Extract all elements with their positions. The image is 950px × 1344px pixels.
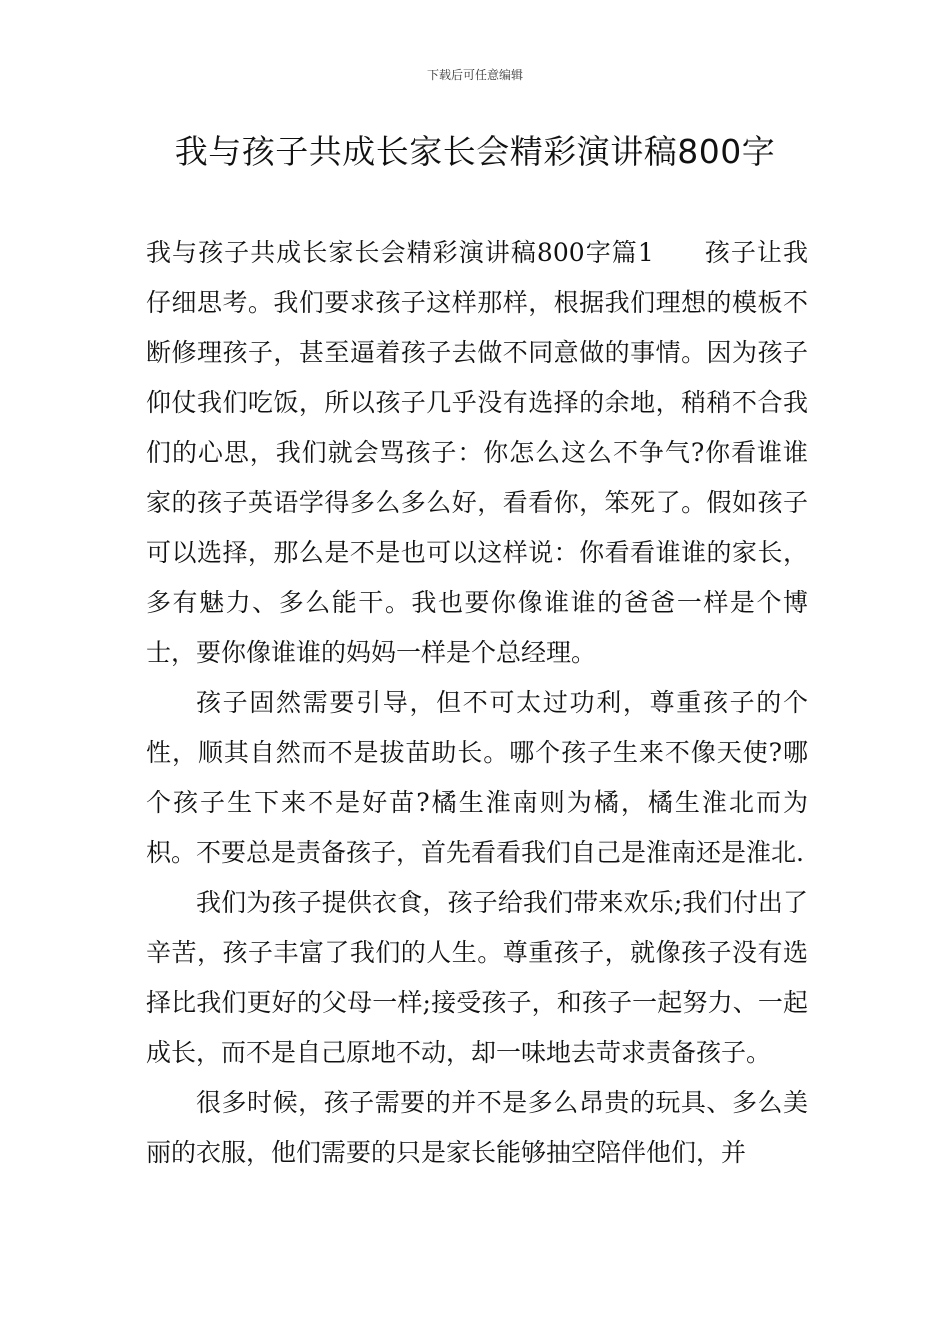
paragraph-3: 我们为孩子提供衣食，孩子给我们带来欢乐;我们付出了辛苦，孩子丰富了我们的人生。尊重孩子，就像孩子没有选择比我们更好的父母一样;接受孩子，和孩子一起努力、一起成长，而不是自己原地不动，却一味地去苛求责备孩子。 — [146, 888, 808, 1067]
document-body — [146, 228, 808, 1178]
paragraph-2: 孩子固然需要引导，但不可太过功利，尊重孩子的个性，顺其自然而不是拔苗助长。哪个孩子生来不像天使?哪个孩子生下来不是好苗?橘生淮南则为橘，橘生淮北而为枳。不要总是责备孩子，首先看看我们自己是淮南还是淮北. — [146, 688, 808, 867]
paragraph-1-text: 孩子让我仔细思考。我们要求孩子这样那样，根据我们理想的模板不断修理孩子，甚至逼着孩子去做不同意做的事情。因为孩子仰仗我们吃饭，所以孩子几乎没有选择的余地，稍稍不合我们的心思，我们就会骂孩子：你怎么这么不争气?你看谁谁家的孩子英语学得多么多么好，看看你，笨死了。假如孩子可以选择，那么是不是也可以这样说：你看看谁谁的家长，多有魅力、多么能干。我也要你像谁谁的爸爸一样是个博士，要你像谁谁的妈妈一样是个总经理。 — [146, 238, 808, 667]
page-title: 我与孩子共成长家长会精彩演讲稿800字 — [174, 132, 776, 171]
section-heading: 我与孩子共成长家长会精彩演讲稿800字篇1 — [146, 238, 654, 267]
header-note: 下载后可任意编辑 — [426, 68, 523, 82]
paragraph-1 — [146, 228, 808, 678]
paragraph-4: 很多时候，孩子需要的并不是多么昂贵的玩具、多么美丽的衣服，他们需要的只是家长能够抽空陪伴他们，并 — [146, 1088, 808, 1167]
